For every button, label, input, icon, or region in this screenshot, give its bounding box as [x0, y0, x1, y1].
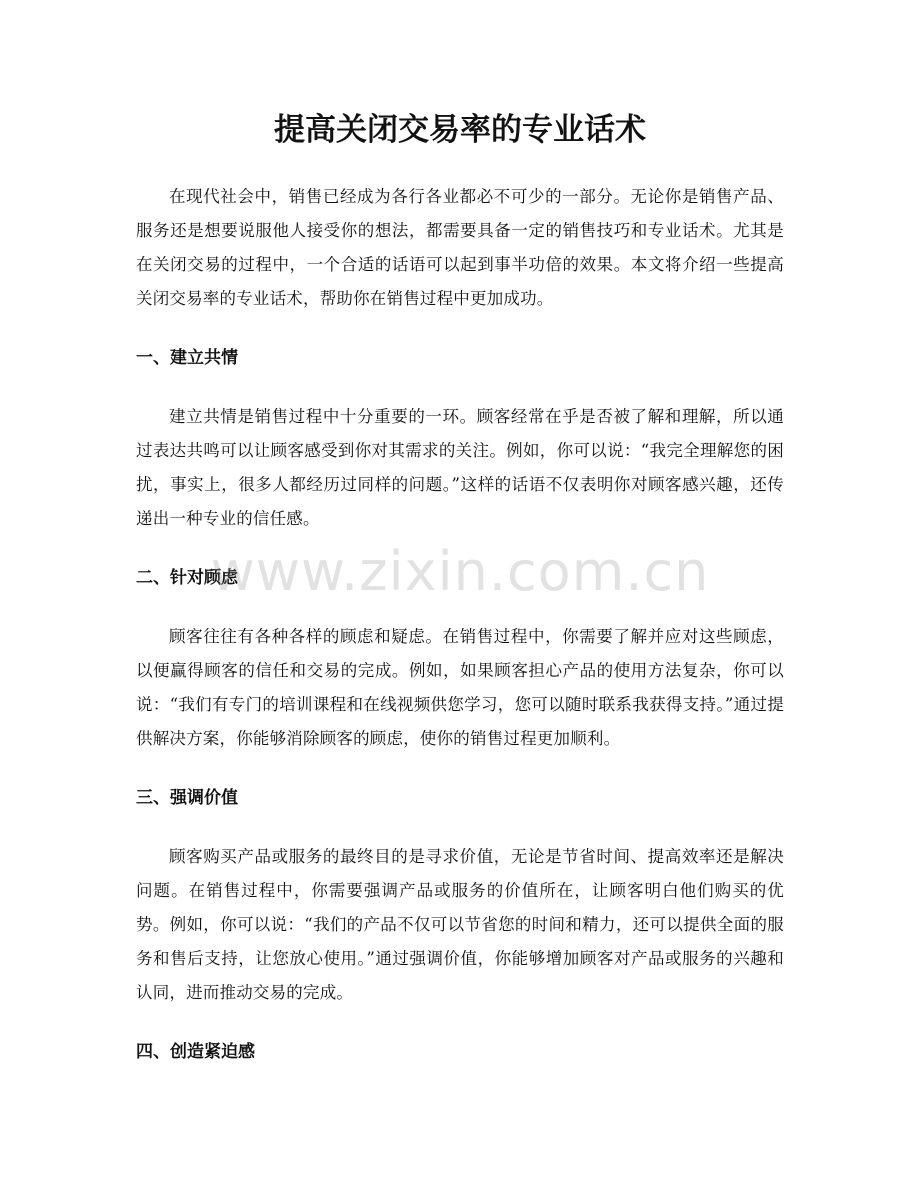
document-body: [136, 180, 784, 1069]
section-heading-value: 三、强调价值: [136, 788, 238, 808]
section-paragraph-concerns: 顾客往往有各种各样的顾虑和疑虑。在销售过程中，你需要了解并应对这些顾虑，以便赢得顾客的信任和交易的完成。例如，如果顾客担心产品的使用方法复杂，你可以说：“我们有专门的培训课程和在线视频供您学习，您可以随时联系我获得支持。”通过提供解决方案，你能够消除顾客的顾虑，使你的销售过程更加顺利。: [136, 627, 784, 748]
section-paragraph-empathy: 建立共情是销售过程中十分重要的一环。顾客经常在乎是否被了解和理解，所以通过表达共鸣可以让顾客感受到你对其需求的关注。例如，你可以说：“我完全理解您的困扰，事实上，很多人都经历过同样的问题。”这样的话语不仅表明你对顾客感兴趣，还传递出一种专业的信任感。: [136, 407, 784, 528]
section-heading-urgency: 四、创造紧迫感: [136, 1042, 255, 1062]
section-paragraph-value: 顾客购买产品或服务的最终目的是寻求价值，无论是节省时间、提高效率还是解决问题。在销售过程中，你需要强调产品或服务的价值所在，让顾客明白他们购买的优势。例如，你可以说：“我们的产品不仅可以节省您的时间和精力，还可以提供全面的服务和售后支持，让您放心使用。”通过强调价值，你能够增加顾客对产品或服务的兴趣和认同，进而推动交易的完成。: [136, 847, 784, 1002]
section-heading-empathy: 一、建立共情: [136, 348, 238, 368]
intro-paragraph: 在现代社会中，销售已经成为各行各业都必不可少的一部分。无论你是销售产品、服务还是想要说服他人接受你的想法，都需要具备一定的销售技巧和专业话术。尤其是在关闭交易的过程中，一个合适的话语可以起到事半功倍的效果。本文将介绍一些提高关闭交易率的专业话术，帮助你在销售过程中更加成功。: [136, 187, 784, 308]
watermark-text: www.zixin.com.cn: [210, 540, 710, 603]
page-title: 提高关闭交易率的专业话术: [274, 112, 646, 148]
section-heading-concerns: 二、针对顾虑: [136, 568, 238, 588]
